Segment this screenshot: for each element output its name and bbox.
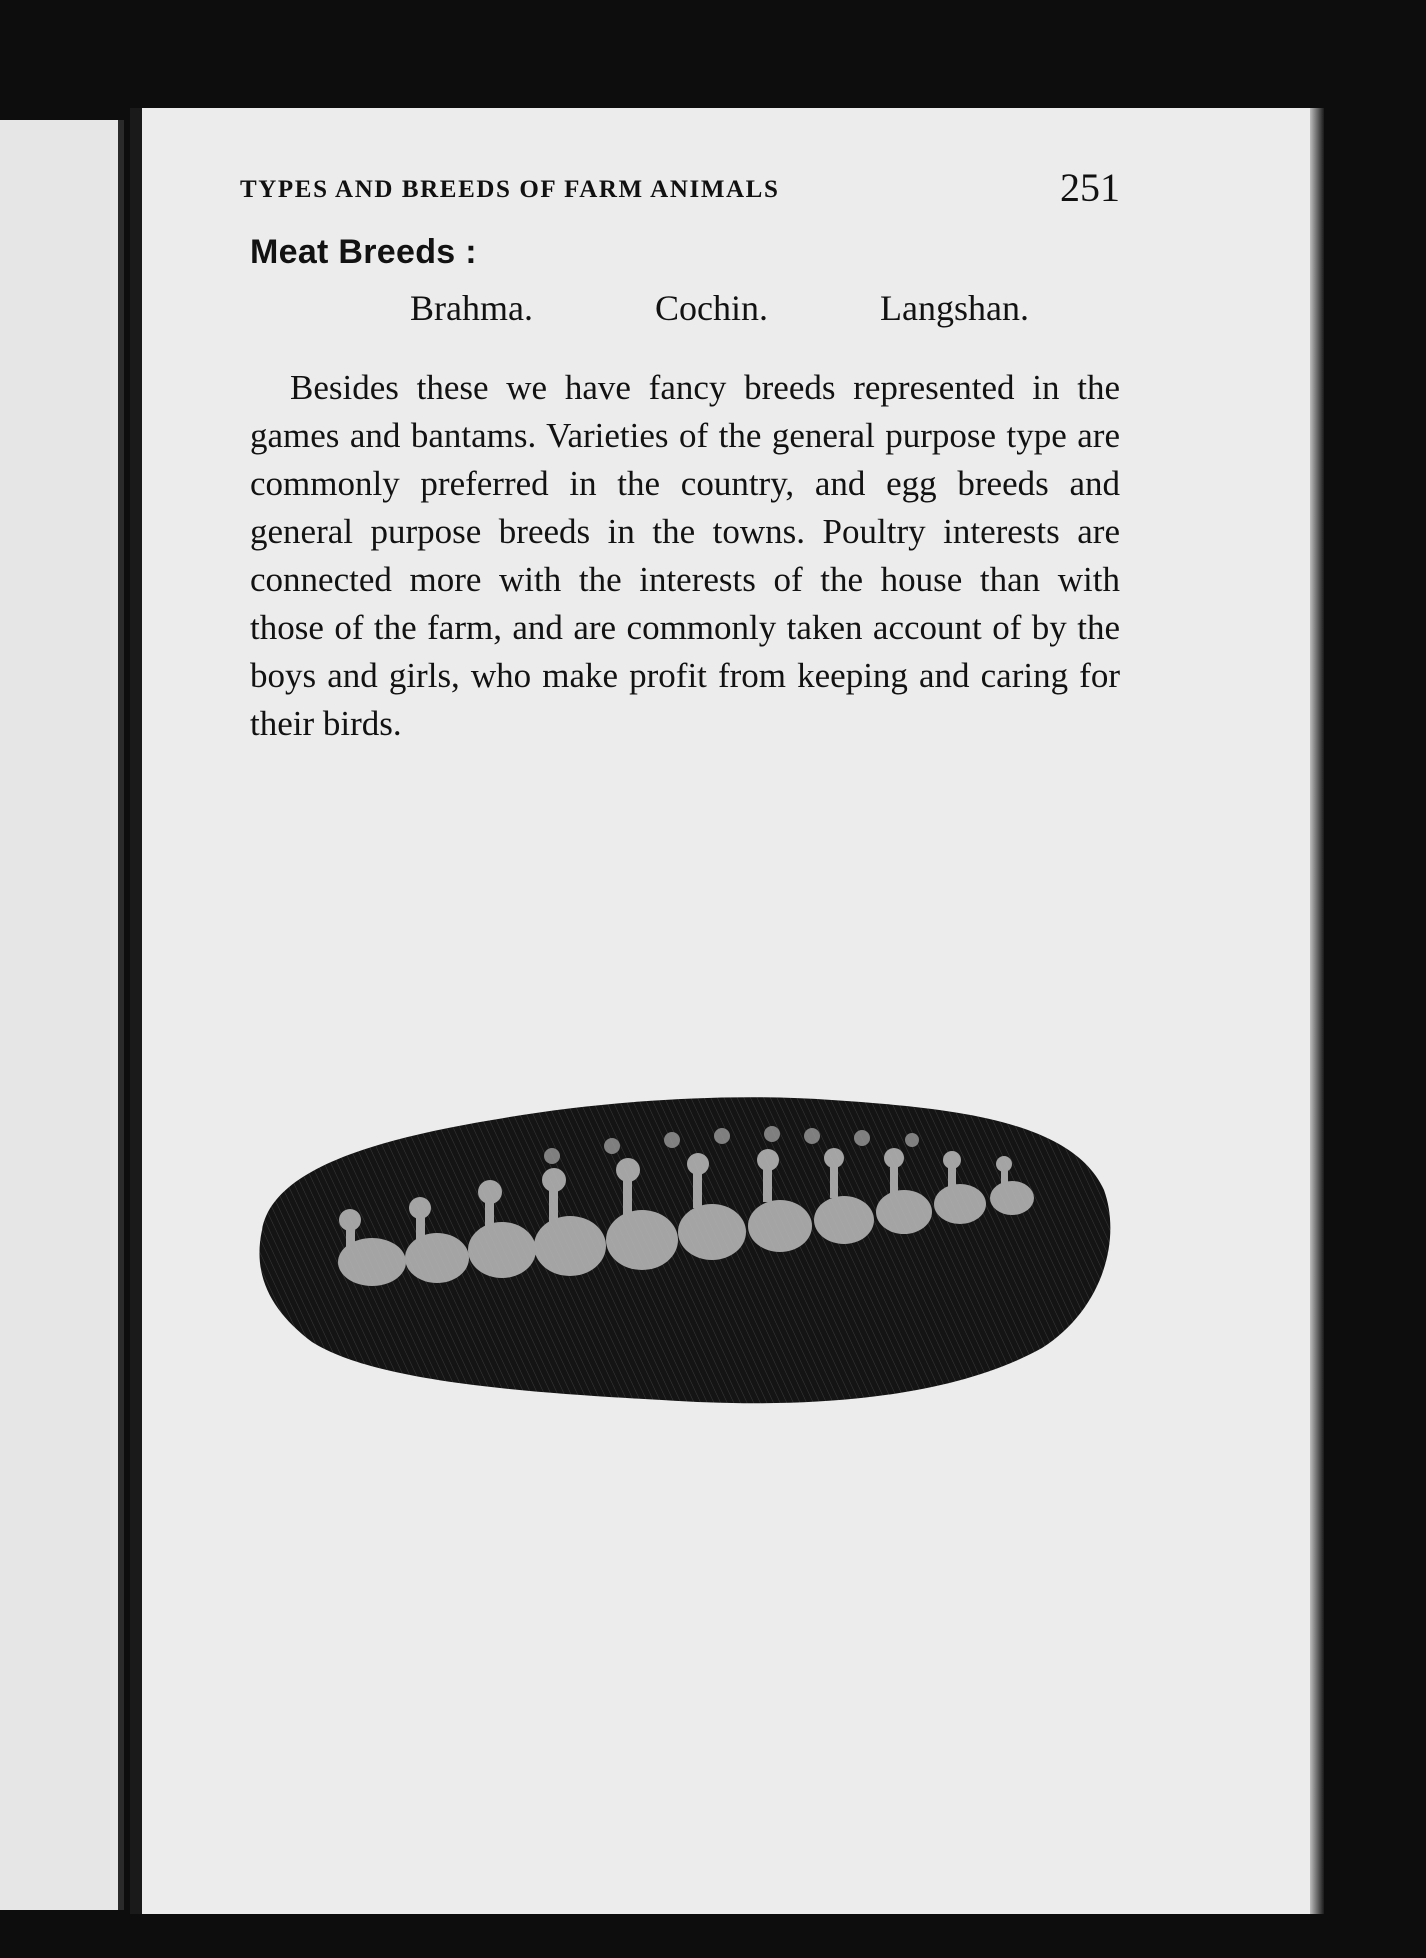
section-heading: Meat Breeds : [250,233,477,271]
running-title: TYPES AND BREEDS OF FARM ANIMALS [240,176,780,203]
page-content [250,230,1120,748]
ducks-illustration [252,1080,1112,1410]
page-number: 251 [1060,165,1120,210]
facing-page-edge [0,120,124,1910]
breed-item: Brahma. [410,288,533,328]
running-head [240,164,1120,214]
breed-item: Cochin. [655,288,768,328]
page-edge-shadow [1310,108,1324,1914]
body-paragraph: Besides these we have fancy breeds represented in the games and bantams. Varieties of the general purpose type are commonly preferred in the country, and egg breeds and general purpose breeds in the towns. Poultry interests are connected more with the interests of the house than with those of the farm, and are commonly taken account of by the boys and girls, who make profit from keeping and caring for their birds. [250,368,1120,743]
breed-list [250,284,1120,332]
breed-item: Langshan. [880,288,1029,328]
